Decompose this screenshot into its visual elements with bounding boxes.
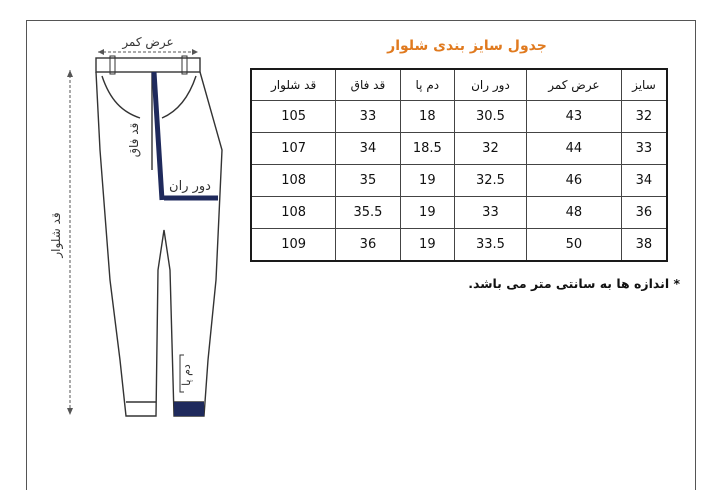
arrow-up-icon (67, 70, 73, 77)
table-cell: 35 (336, 165, 400, 197)
header-hem: دم پا (400, 69, 454, 101)
table-cell: 18.5 (400, 133, 454, 165)
hem-highlight (174, 402, 204, 416)
thigh-label: دور ران (169, 179, 211, 194)
table-cell: 107 (251, 133, 336, 165)
table-cell: 108 (251, 197, 336, 229)
rise-label: قد فاق (127, 122, 141, 158)
table-cell: 35.5 (336, 197, 400, 229)
table-cell: 33 (621, 133, 667, 165)
arrow-left-icon (98, 49, 104, 55)
pants-length-label: قد شلوار (49, 212, 63, 258)
table-cell: 34 (336, 133, 400, 165)
arrow-down-icon (67, 408, 73, 415)
table-cell: 18 (400, 101, 454, 133)
table-row (251, 165, 667, 197)
size-table (250, 68, 668, 262)
waist-width-label: عرض کمر (122, 35, 174, 49)
pants-diagram (40, 30, 240, 470)
table-header-row (251, 69, 667, 101)
table-cell: 32.5 (454, 165, 526, 197)
table-cell: 33.5 (454, 229, 526, 262)
units-note: * اندازه ها به سانتی متر می باشد. (468, 276, 680, 291)
header-rise: قد فاق (336, 69, 400, 101)
table-row (251, 133, 667, 165)
header-size: سایز (621, 69, 667, 101)
table-cell: 105 (251, 101, 336, 133)
arrow-right-icon (192, 49, 198, 55)
pants-outline (96, 58, 222, 416)
table-cell: 36 (336, 229, 400, 262)
header-thigh: دور ران (454, 69, 526, 101)
table-cell: 19 (400, 197, 454, 229)
table-cell: 48 (526, 197, 621, 229)
header-waist: عرض کمر (526, 69, 621, 101)
table-cell: 33 (336, 101, 400, 133)
table-cell: 50 (526, 229, 621, 262)
table-cell: 30.5 (454, 101, 526, 133)
table-cell: 36 (621, 197, 667, 229)
table-cell: 108 (251, 165, 336, 197)
table-cell: 32 (621, 101, 667, 133)
header-length: قد شلوار (251, 69, 336, 101)
table-cell: 19 (400, 229, 454, 262)
rise-highlight (154, 72, 162, 200)
table-cell: 32 (454, 133, 526, 165)
hem-label: دم پا (180, 364, 193, 386)
table-cell: 44 (526, 133, 621, 165)
table-cell: 43 (526, 101, 621, 133)
table-row (251, 101, 667, 133)
table-cell: 109 (251, 229, 336, 262)
page-title: جدول سایز بندی شلوار (387, 38, 547, 54)
table-cell: 38 (621, 229, 667, 262)
table-row (251, 197, 667, 229)
table-cell: 34 (621, 165, 667, 197)
table-cell: 46 (526, 165, 621, 197)
table-row (251, 229, 667, 262)
table-cell: 33 (454, 197, 526, 229)
table-cell: 19 (400, 165, 454, 197)
